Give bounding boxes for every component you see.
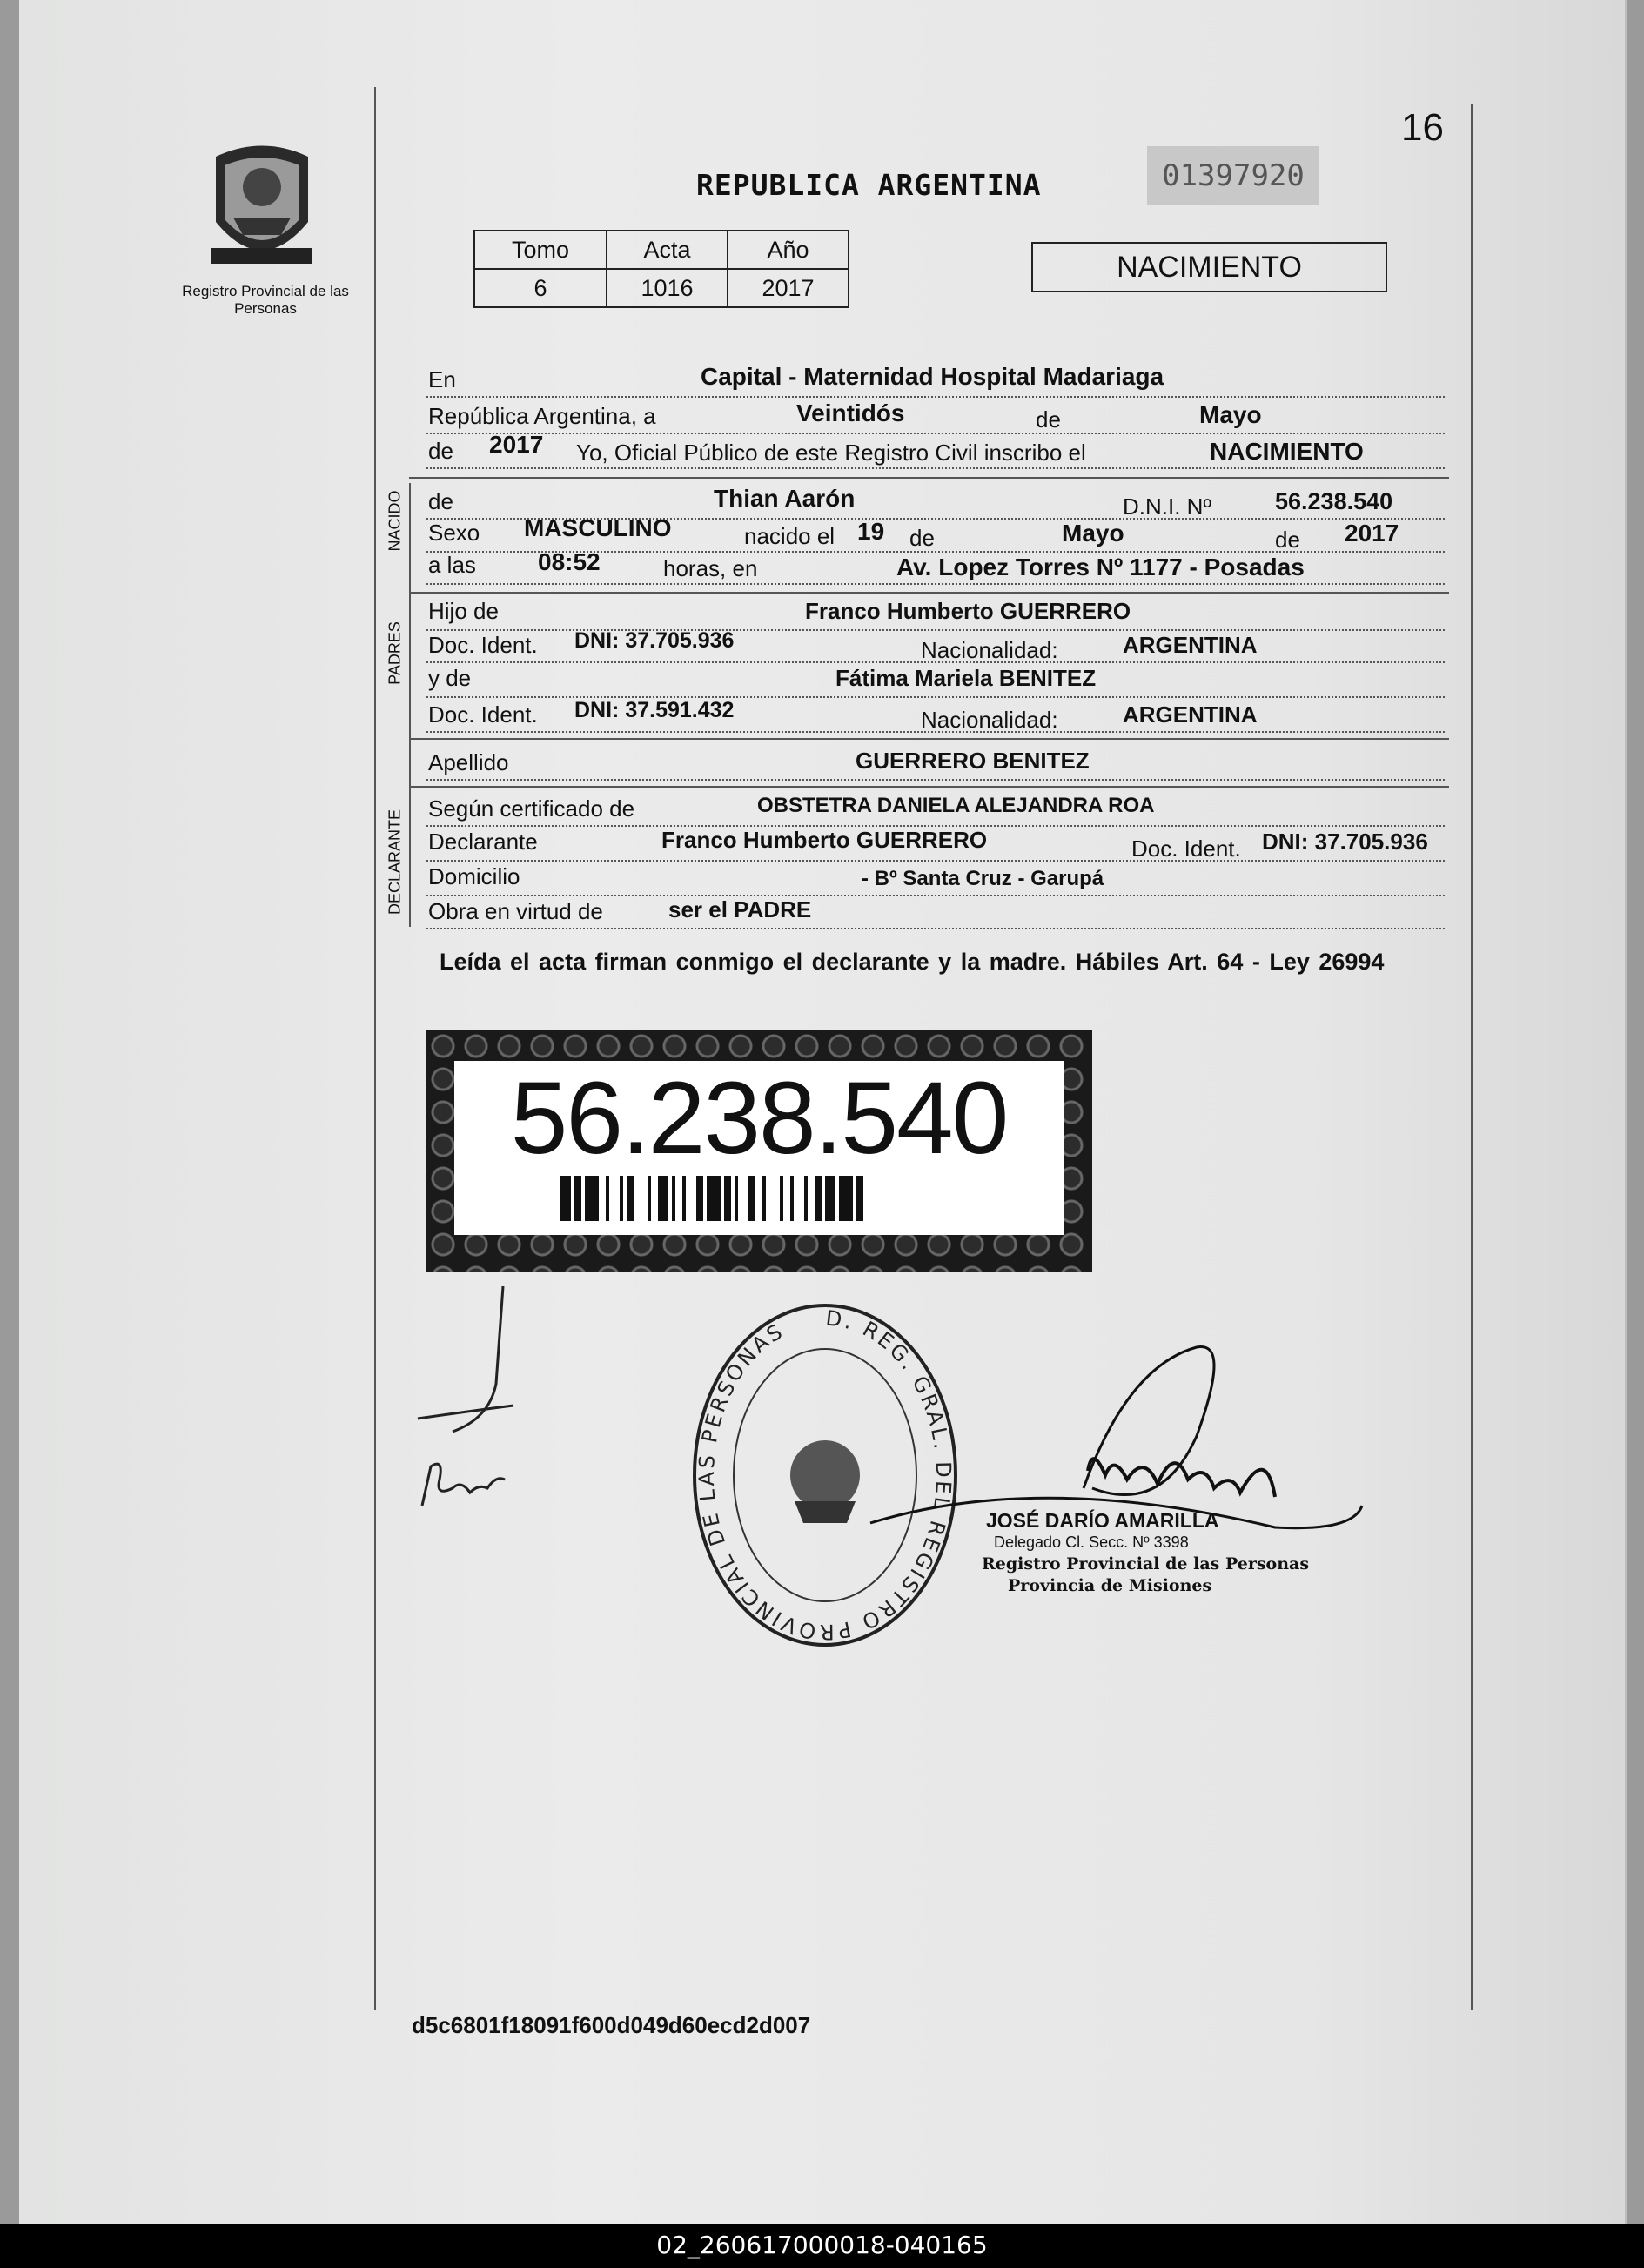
row-sexo — [426, 516, 1445, 553]
document-title: REPUBLICA ARGENTINA — [696, 168, 1042, 202]
horas-label: horas, en — [663, 555, 758, 581]
obra-label: Obra en virtud de — [428, 898, 603, 924]
padre-nac-value: ARGENTINA — [1123, 632, 1258, 658]
official-name: JOSÉ DARÍO AMARILLA — [986, 1509, 1219, 1532]
dni-sticker-number: 56.238.540 — [510, 1061, 1008, 1176]
row-y-de — [426, 661, 1445, 698]
stamp-ring-text: D. REG. GRAL. DEL REGISTRO PROVINCIAL DE LAS PERSONAS — [694, 1305, 956, 1645]
nacido-side-label: NACIDO — [386, 490, 404, 552]
hijo-de-label: Hijo de — [428, 598, 499, 624]
section-line — [409, 483, 411, 927]
right-margin-line — [1471, 104, 1473, 2010]
a-las-label: a las — [428, 552, 476, 578]
declarante-label: Declarante — [428, 829, 538, 855]
declarante-doc-value: DNI: 37.705.936 — [1262, 829, 1428, 855]
sexo-value: MASCULINO — [524, 514, 672, 541]
declarante-value: Franco Humberto GUERRERO — [661, 827, 988, 853]
nac-mes-value: Mayo — [1062, 520, 1124, 547]
anio-header: Año — [728, 231, 849, 269]
barcode-icon — [560, 1176, 957, 1221]
domicilio-label: Domicilio — [428, 863, 520, 889]
de-label: de — [1036, 406, 1061, 433]
de-label-2: de — [428, 438, 453, 464]
obra-value: ser el PADRE — [668, 896, 812, 923]
row-hijo-de — [426, 594, 1445, 631]
row-apellido — [426, 744, 1445, 781]
handwritten-signature-left — [409, 1279, 557, 1514]
acta-table — [473, 230, 849, 308]
nacido-label: nacido el — [744, 523, 835, 549]
hora-value: 08:52 — [538, 548, 601, 575]
nacionalidad-label-2: Nacionalidad: — [921, 707, 1058, 733]
padre-doc-value: DNI: 37.705.936 — [574, 628, 735, 653]
dni-label: D.N.I. Nº — [1123, 493, 1211, 520]
nombre-value: Thian Aarón — [714, 485, 856, 512]
row-en — [426, 361, 1445, 398]
nac-dia-value: 19 — [857, 518, 885, 545]
madre-nac-value: ARGENTINA — [1123, 701, 1258, 728]
de-label-3: de — [428, 488, 453, 514]
declarante-doc-label: Doc. Ident. — [1131, 835, 1241, 862]
official-office: Registro Provincial de las Personas — [982, 1554, 1310, 1574]
official-stamp-text — [982, 1510, 1309, 1597]
row-segun — [426, 790, 1445, 827]
apellido-label: Apellido — [428, 749, 509, 775]
nacionalidad-label: Nacionalidad: — [921, 637, 1058, 663]
padres-side-label: PADRES — [386, 621, 404, 685]
dni-sticker — [426, 1030, 1092, 1272]
official-province: Provincia de Misiones — [1008, 1576, 1212, 1595]
tomo-value: 6 — [474, 269, 607, 307]
doc-ident-label: Doc. Ident. — [428, 632, 538, 658]
row-obra — [426, 893, 1445, 929]
declarante-side-label: DECLARANTE — [386, 809, 404, 916]
misiones-coat-of-arms-logo — [198, 139, 325, 270]
row-domicilio — [426, 860, 1445, 896]
section-divider — [409, 786, 1449, 788]
footer-bar — [0, 2224, 1644, 2268]
acta-header: Acta — [607, 231, 728, 269]
footer-code: 02_260617000018-040165 — [656, 2231, 988, 2259]
segun-label: Según certificado de — [428, 795, 635, 822]
republica-label: República Argentina, a — [428, 403, 656, 429]
doc-ident-label-2: Doc. Ident. — [428, 701, 538, 728]
official-role: Delegado Cl. Secc. Nº 3398 — [994, 1533, 1189, 1551]
row-declarante — [426, 825, 1445, 862]
page-number: 16 — [1401, 106, 1444, 149]
section-divider — [409, 477, 1449, 479]
nac-anio-value: 2017 — [1345, 520, 1399, 547]
sexo-label: Sexo — [428, 520, 480, 546]
nac-de-label-2: de — [1275, 527, 1300, 553]
anio-value: 2017 — [728, 269, 849, 307]
acto-value: NACIMIENTO — [1210, 438, 1364, 465]
domicilio-value: - Bº Santa Cruz - Garupá — [862, 867, 1104, 890]
segun-value: OBSTETRA DANIELA ALEJANDRA ROA — [757, 794, 1155, 817]
acta-table-header-row — [474, 231, 849, 269]
apellido-value: GUERRERO BENITEZ — [856, 748, 1090, 774]
row-madre-doc — [426, 696, 1445, 733]
row-oficial — [426, 433, 1445, 469]
oficial-text: Yo, Oficial Público de este Registro Civil inscribo el — [576, 440, 1086, 466]
lugar-value: Av. Lopez Torres Nº 1177 - Posadas — [896, 554, 1305, 580]
mes-value: Mayo — [1199, 401, 1262, 428]
padre-value: Franco Humberto GUERRERO — [805, 598, 1131, 624]
dia-value: Veintidós — [796, 399, 905, 426]
row-padre-doc — [426, 627, 1445, 663]
section-divider — [409, 738, 1449, 740]
y-de-label: y de — [428, 665, 472, 691]
row-hora — [426, 548, 1445, 585]
document-hash: d5c6801f18091f600d049d60ecd2d007 — [412, 2012, 811, 2038]
anio-value-text: 2017 — [489, 431, 544, 458]
madre-value: Fátima Mariela BENITEZ — [835, 665, 1097, 691]
tomo-header: Tomo — [474, 231, 607, 269]
acta-value: 1016 — [607, 269, 728, 307]
en-label: En — [428, 366, 456, 393]
madre-doc-value: DNI: 37.591.432 — [574, 698, 735, 722]
en-value: Capital - Maternidad Hospital Madariaga — [701, 363, 1164, 390]
acta-table-value-row — [474, 269, 849, 307]
section-divider — [409, 592, 1449, 594]
row-republica — [426, 398, 1445, 434]
dni-sticker-label — [454, 1061, 1064, 1235]
serial-number-stamp: 01397920 — [1147, 146, 1319, 205]
logo-caption: Registro Provincial de las Personas — [182, 283, 349, 317]
left-margin-line — [374, 87, 376, 2010]
nac-de-label: de — [909, 525, 935, 551]
dni-value: 56.238.540 — [1275, 488, 1393, 514]
closing-statement: Leída el acta firman conmigo el declarante y la madre. Hábiles Art. 64 - Ley 26994 — [440, 949, 1385, 975]
document-type-box: NACIMIENTO — [1031, 242, 1387, 292]
